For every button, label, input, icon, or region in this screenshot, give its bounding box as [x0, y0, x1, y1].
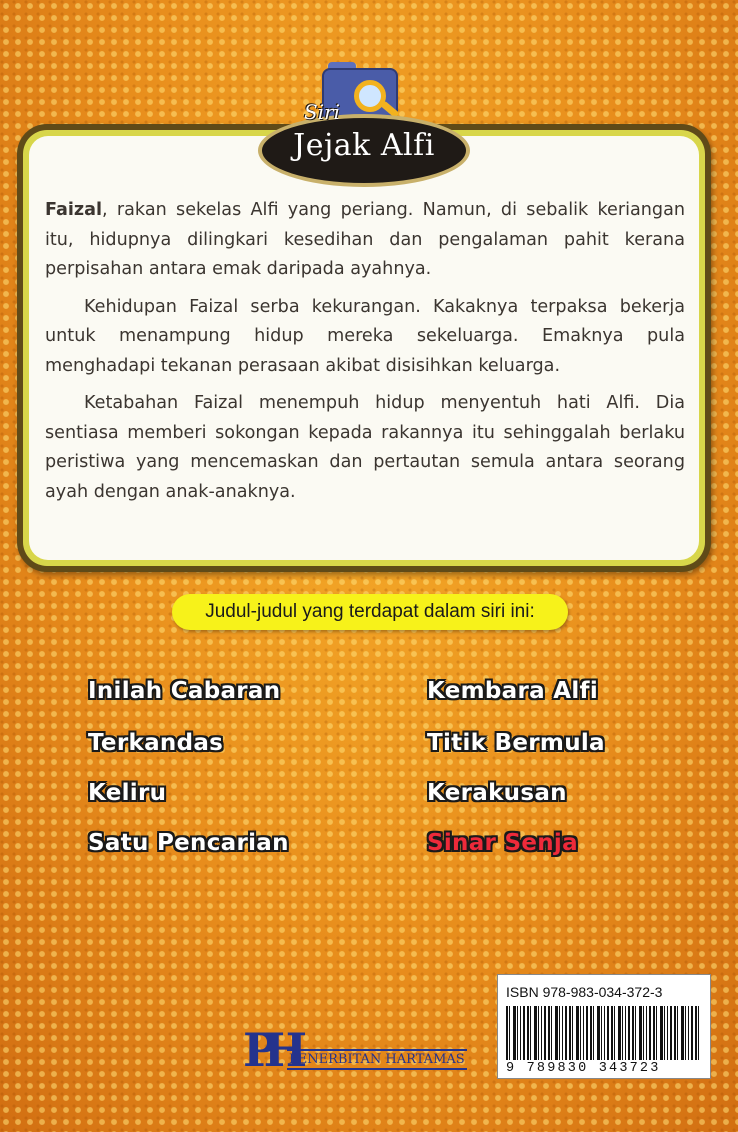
- barcode-icon: [506, 1006, 702, 1060]
- series-heading: Judul-judul yang terdapat dalam siri ini:: [172, 594, 568, 630]
- isbn-label: ISBN 978-983-034-372-3: [506, 984, 663, 1000]
- logo-series-name: Jejak Alfi: [293, 128, 435, 163]
- publisher-logo: [243, 1025, 483, 1075]
- series-title: Satu Pencarian: [88, 830, 289, 856]
- synopsis-paragraph-1: [45, 196, 685, 285]
- series-title: Terkandas: [88, 730, 224, 756]
- synopsis-character-name: Faizal: [45, 200, 103, 220]
- synopsis-paragraph-2: Kehidupan Faizal serba kekurangan. Kakaknya terpaksa bekerja untuk menampung hidup mereka sekeluarga. Emaknya pula menghadapi tekanan perasaan akibat disisihkan keluarga.: [45, 296, 685, 376]
- barcode-digits: 9 789830 343723: [506, 1061, 661, 1076]
- synopsis-panel-border: [23, 130, 705, 566]
- series-title: Kembara Alfi: [427, 678, 599, 704]
- synopsis-paragraph-1-text: , rakan sekelas Alfi yang periang. Namun, di sebalik keriangan itu, hidupnya dilingkari kesedihan dan pengalaman pahit kerana perpisahan antara emak daripada ayahnya.: [45, 200, 685, 279]
- synopsis-paragraph-3: Ketabahan Faizal menempuh hidup menyentuh hati Alfi. Dia sentiasa memberi sokongan kepada rakannya itu sehinggalah berlaku peristiwa yang mencemaskan dan pertautan semula antara seorang ayah dengan anak-anaknya.: [45, 393, 685, 502]
- publisher-name: PENERBITAN HARTAMAS: [287, 1049, 467, 1070]
- synopsis-panel: [17, 124, 711, 572]
- isbn-barcode-box: [497, 974, 711, 1079]
- series-title-current: Sinar Senja: [427, 830, 578, 856]
- series-title: Inilah Cabaran: [88, 678, 281, 704]
- series-title: Titik Bermula: [427, 730, 605, 756]
- series-title: Kerakusan: [427, 780, 567, 806]
- publisher-monogram: PH: [243, 1023, 294, 1077]
- synopsis-text-area: [29, 136, 699, 560]
- logo-prefix: Siri: [304, 100, 341, 124]
- series-title: Keliru: [88, 780, 167, 806]
- series-logo: [258, 62, 470, 187]
